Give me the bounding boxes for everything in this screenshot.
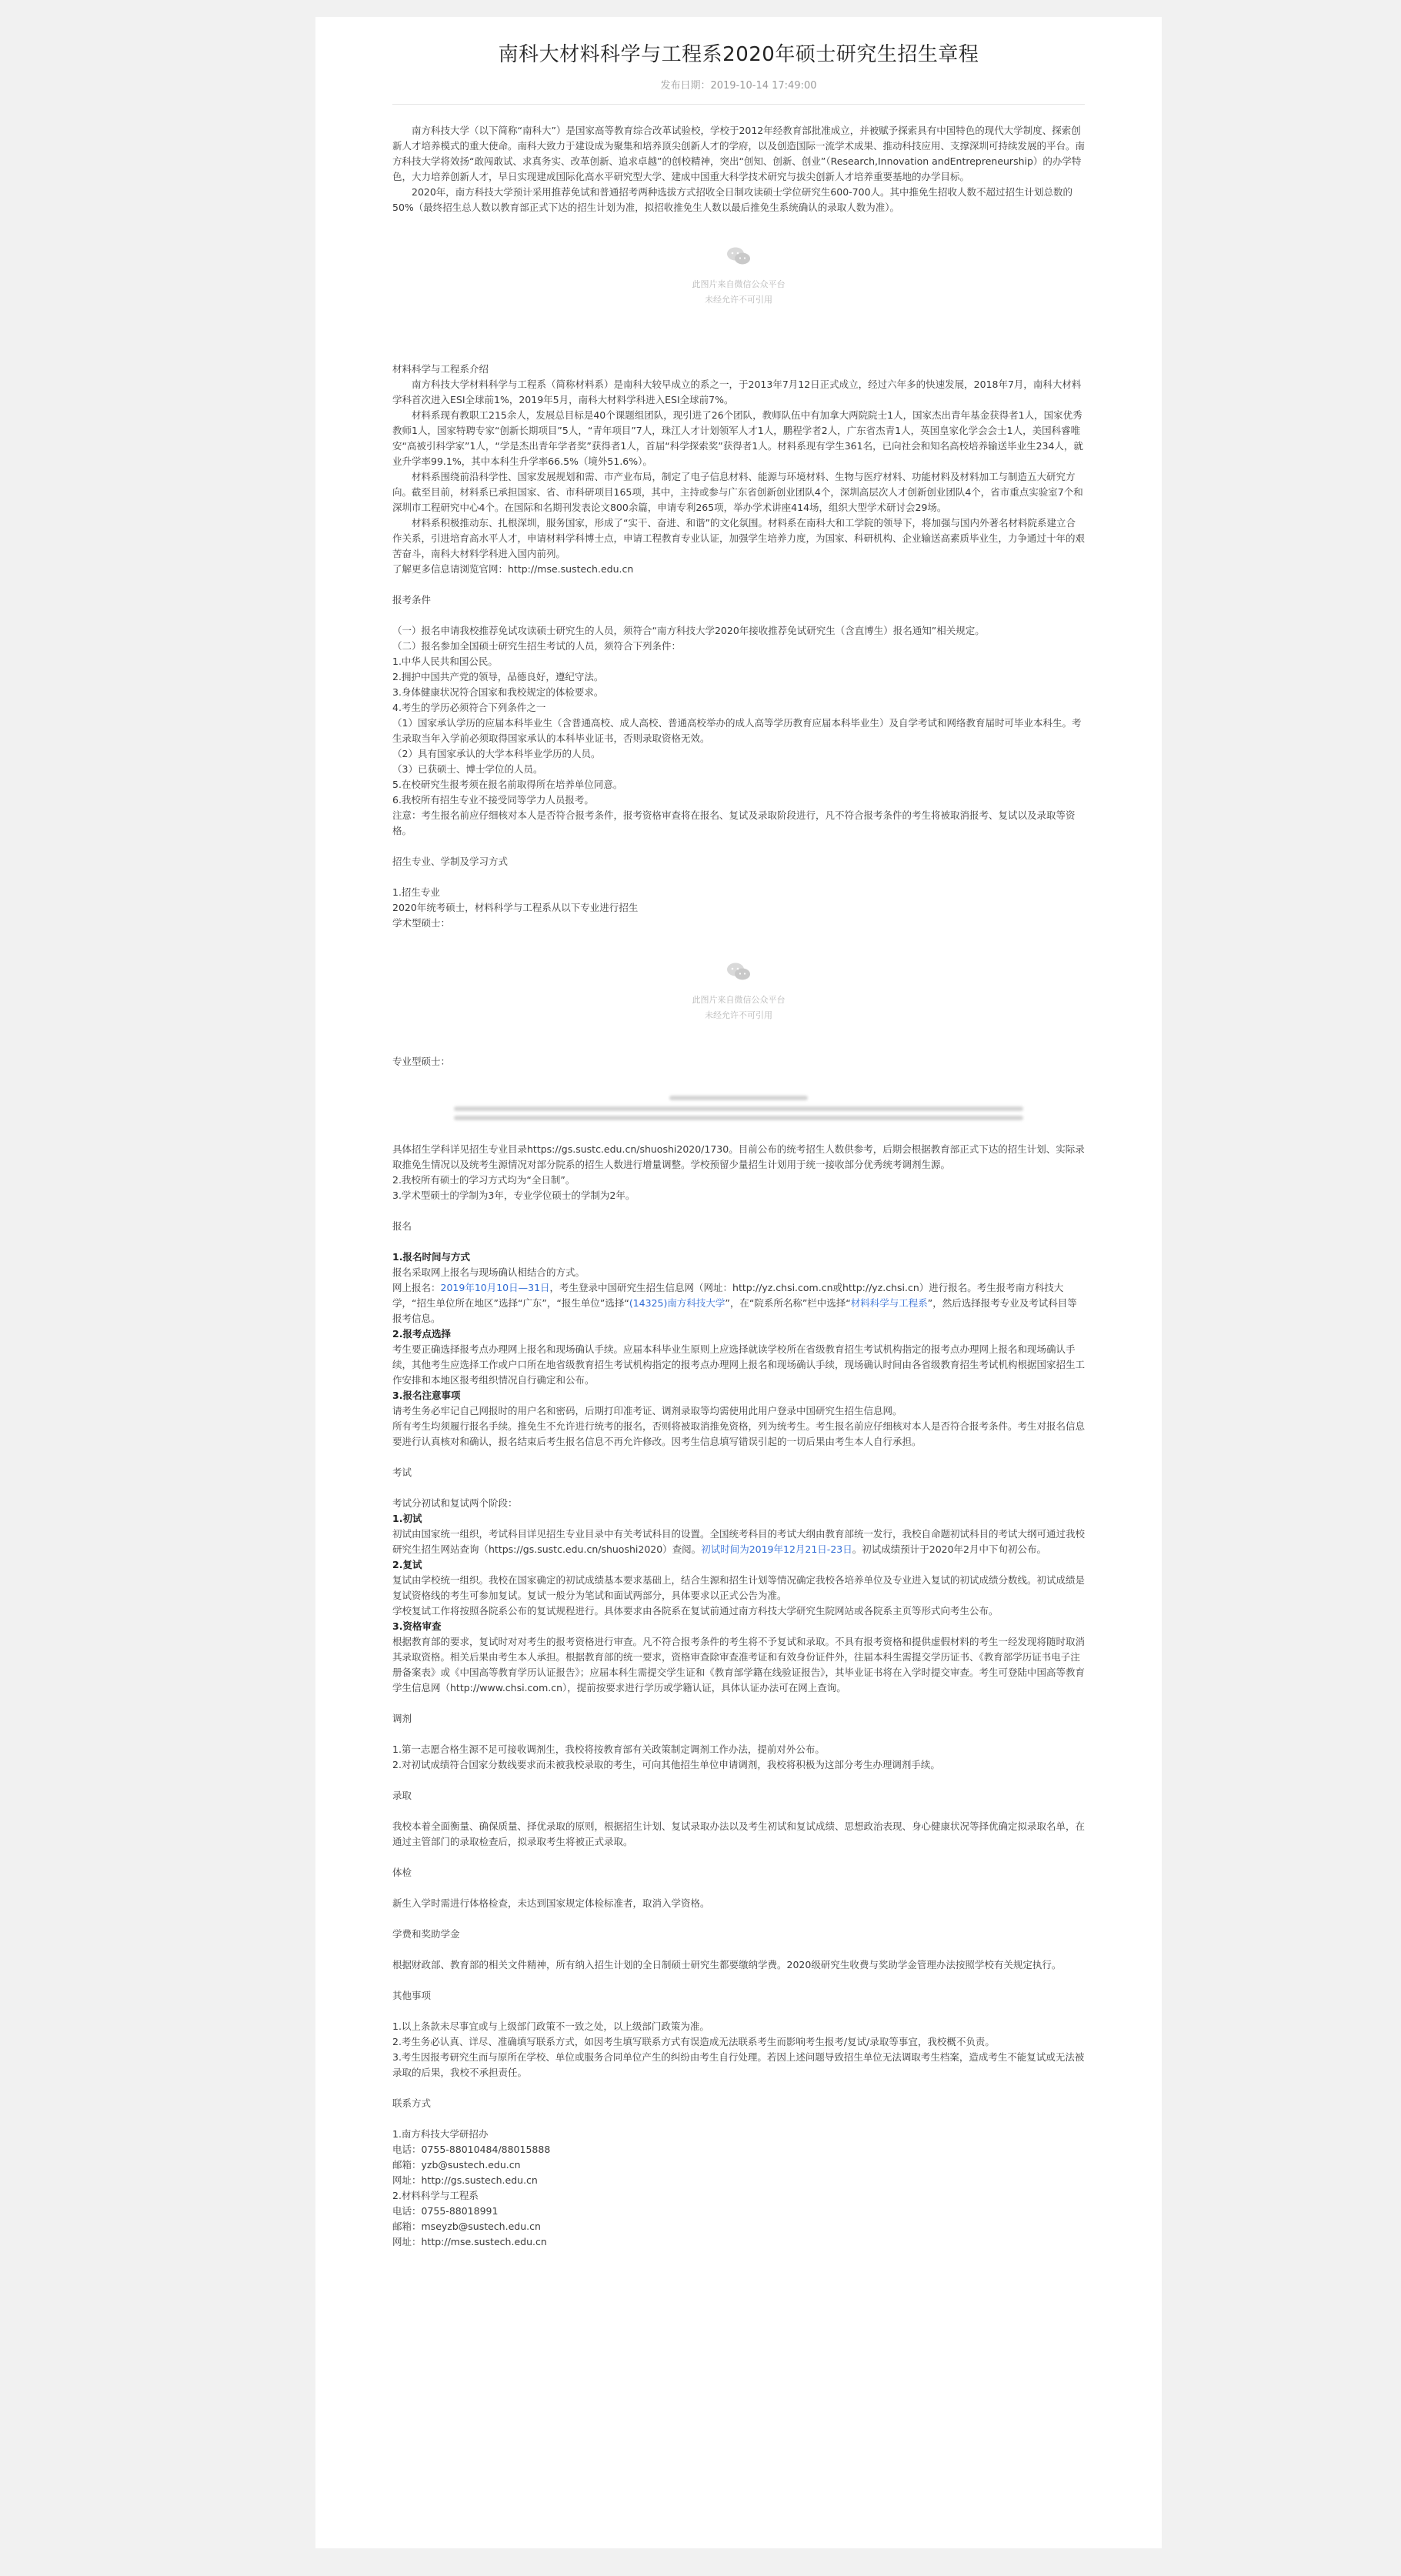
exam-line: 考试分初试和复试两个阶段： xyxy=(392,1497,518,1509)
condition-line: 注意：考生报名前应仔细核对本人是否符合报考条件，报考资格审查将在报名、复试及录取阶段进行，凡不符合报考条件的考生将被取消报考、复试以及录取等资格。 xyxy=(392,809,1076,836)
article-content xyxy=(392,123,1085,2250)
intro-paragraph: 2020年，南方科技大学预计采用推荐免试和普通招考两种选拔方式招收全日制攻读硕士学位研究生600-700人。其中推免生招收人数不超过招生计划总数的50%（最终招生总人数以教育部正式下达的招生计划为准，拟招收推免生人数以最后推免生系统确认的录取人数为准）。 xyxy=(392,186,1073,213)
blurred-image xyxy=(392,1085,1085,1126)
major-line: 1.招生专业 xyxy=(392,886,440,898)
section-heading: 材料科学与工程系介绍 xyxy=(392,363,489,375)
image-placeholder xyxy=(392,931,1085,1054)
unit-link[interactable]: (14325)南方科技大学 xyxy=(629,1297,726,1309)
section-heading: 考试 xyxy=(392,1467,412,1478)
placeholder-caption: 此图片来自微信公众平台 xyxy=(692,995,786,1005)
dept-link[interactable]: 材料科学与工程系 xyxy=(850,1297,928,1309)
exam-paragraph: 学校复试工作将按照各院系公布的复试规程进行。具体要求由各院系在复试前通过南方科技大学研究生院网站或各院系主页等形式向考生公布。 xyxy=(392,1605,999,1617)
condition-line: 3.身体健康状况符合国家和我校规定的体检要求。 xyxy=(392,686,604,698)
condition-line: 5.在校研究生报考须在报名前取得所在培养单位同意。 xyxy=(392,779,623,790)
contact-line: 2.材料科学与工程系 xyxy=(392,2190,479,2201)
major-line: 专业型硕士： xyxy=(392,1056,451,1067)
contact-website: 网址：http://mse.sustech.edu.cn xyxy=(392,2236,547,2247)
sub-heading: 3.资格审查 xyxy=(392,1620,442,1632)
contact-line: 1.南方科技大学研招办 xyxy=(392,2128,489,2140)
placeholder-caption: 此图片来自微信公众平台 xyxy=(692,279,786,289)
wechat-icon xyxy=(726,246,751,266)
condition-line: 4.考生的学历必须符合下列条件之一 xyxy=(392,702,546,713)
publish-date: 发布日期：2019-10-14 17:49:00 xyxy=(660,80,817,92)
condition-line: 1.中华人民共和国公民。 xyxy=(392,656,498,667)
major-paragraph: 2.我校所有硕士的学习方式均为“全日制”。 xyxy=(392,1174,575,1186)
sub-heading: 1.初试 xyxy=(392,1513,422,1524)
sub-heading: 2.复试 xyxy=(392,1559,422,1570)
adjust-line: 2.对初试成绩符合国家分数线要求而未被我校录取的考生，可向其他招生单位申请调剂，我校将积极为这部分考生办理调剂手续。 xyxy=(392,1759,940,1770)
wechat-icon xyxy=(726,962,751,982)
condition-line: （1）国家承认学历的应届本科毕业生（含普通高校、成人高校、普通高校举办的成人高等学历教育应届本科毕业生）及自学考试和网络教育届时可毕业本科生。考生录取当年入学前必须取得国家承认的本科毕业证书，否则录取资格无效。 xyxy=(392,717,1082,744)
dept-paragraph: 南方科技大学材料科学与工程系（简称材料系）是南科大较早成立的系之一，于2013年7月12日正式成立，经过六年多的快速发展，2018年7月，南科大材料学科首次进入ESI全球前1%，2019年5月，南科大材料学科进入ESI全球前7%。 xyxy=(392,379,1082,405)
sub-heading: 1.报名时间与方式 xyxy=(392,1251,470,1263)
fees-paragraph: 根据财政部、教育部的相关文件精神，所有纳入招生计划的全日制硕士研究生都要缴纳学费。2020级研究生收费与奖助学金管理办法按照学校有关规定执行。 xyxy=(392,1959,1062,1970)
intro-paragraph: 南方科技大学（以下简称“南科大”）是国家高等教育综合改革试验校，学校于2012年经教育部批准成立，并被赋予探索具有中国特色的现代大学制度、探索创新人才培养模式的重大使命。南科大致力于建设成为聚集和培养顶尖创新人才的学府，以及创造国际一流学术成果、推动科技应用、支撑深圳可持续发展的平台。南方科技大学将效扬“敢闯敢试、求真务实、改革创新、追求卓越”的创校精神，突出“创知、创新、创业”（Research,Innovation andEntrepreneurship）的办学特色，大力培养创新人才，早日实现建成国际化高水平研究型大学、建成中国重大科学技术研究与拔尖创新人才培养重要基地的办学目标。 xyxy=(392,125,1086,182)
physical-paragraph: 新生入学时需进行体格检查，未达到国家规定体检标准者，取消入学资格。 xyxy=(392,1897,710,1909)
signup-line: 报名采取网上报名与现场确认相结合的方式。 xyxy=(392,1266,585,1278)
dept-website: 了解更多信息请浏览官网：http://mse.sustech.edu.cn xyxy=(392,563,634,575)
condition-line: 6.我校所有招生专业不接受同等学力人员报考。 xyxy=(392,794,594,806)
signup-dates: 2019年10月10日—31日 xyxy=(440,1282,550,1293)
dept-paragraph: 材料系围绕前沿科学性、国家发展规划和需、市产业布局，制定了电子信息材料、能源与环境材料、生物与医疗材料、功能材料及材料加工与制造五大研究方向。截至目前，材料系已承担国家、省、市科研项目165项，其中，主持或参与广东省创新创业团队4个，深圳高层次人才创新创业团队4个，省市重点实验室7个和深圳市工程研究中心4个。在国际和名期刊发表论文800余篇，申请专利265项，举办学术讲座414场，组织大型学术研讨会29场。 xyxy=(392,471,1083,513)
contact-phone: 电话：0755-88010484/88015888 xyxy=(392,2144,551,2155)
section-heading: 招生专业、学制及学习方式 xyxy=(392,856,509,867)
article-card xyxy=(315,17,1162,2548)
page-title: 南科大材料科学与工程系2020年硕士研究生招生章程 xyxy=(498,43,979,66)
exam-paragraph: 复试由学校统一组织。我校在国家确定的初试成绩基本要求基础上，结合生源和招生计划等情况确定我校各培养单位及专业进入复试的初试成绩分数线。初试成绩是复试资格线的考生可参加复试。复试一般分为笔试和面试两部分，具体要求以正式公告为准。 xyxy=(392,1574,1086,1601)
section-heading: 报名 xyxy=(392,1220,412,1232)
signup-paragraph: 所有考生均须履行报名手续。推免生不允许进行统考的报名，否则将被取消推免资格，列为统考生。考生报名前应仔细核对本人是否符合报考条件。考生对报名信息要进行认真核对和确认，报名结束后考生报名信息不再允许修改。因考生信息填写错误引起的一切后果由考生本人自行承担。 xyxy=(392,1420,1086,1447)
major-paragraph: 3.学术型硕士的学制为3年，专业学位硕士的学制为2年。 xyxy=(392,1190,635,1201)
section-heading: 报考条件 xyxy=(392,594,432,606)
contact-email: 邮箱：yzb@sustech.edu.cn xyxy=(392,2159,521,2171)
contact-email: 邮箱：mseyzb@sustech.edu.cn xyxy=(392,2221,541,2232)
sub-heading: 3.报名注意事项 xyxy=(392,1390,461,1401)
sub-heading: 2.报考点选择 xyxy=(392,1328,451,1340)
condition-line: （3）已获硕士、博士学位的人员。 xyxy=(392,763,543,775)
placeholder-caption: 未经允许不可引用 xyxy=(705,295,772,305)
section-heading: 联系方式 xyxy=(392,2097,432,2109)
condition-line: 2.拥护中国共产党的领导，品德良好，遵纪守法。 xyxy=(392,671,604,682)
signup-paragraph: 请考生务必牢记自己网报时的用户名和密码，后期打印准考证、调剂录取等均需使用此用户登录中国研究生招生信息网。 xyxy=(392,1405,902,1416)
other-line: 3.考生因报考研究生而与原所在学校、单位或服务合同单位产生的纠纷由考生自行处理。若因上述问题导致招生单位无法调取考生档案，造成考生不能复试或无法被录取的后果，我校不承担责任。 xyxy=(392,2051,1085,2078)
dept-paragraph: 材料系积极推动东、扎根深圳，服务国家，形成了“实干、奋进、和谐”的文化氛围。材料系在南科大和工学院的领导下，将加强与国内外著名材料院系建立合作关系，引进培育高水平人才，申请材料学科博士点，申请工程教育专业认证，加强学生培养力度，为国家、科研机构、企业输送高素质毕业生，力争通过十年的艰苦奋斗，南科大材料学科进入国内前列。 xyxy=(392,517,1086,559)
image-placeholder xyxy=(392,215,1085,362)
exam-paragraph: 根据教育部的要求，复试时对对考生的报考资格进行审查。凡不符合报考条件的考生将不予复试和录取。不具有报考资格和提供虚假材料的考生一经发现将随时取消其录取资格。相关后果由考生本人承担。根据教育部的统一要求，资格审查除审查准考证和有效身份证件外，往届本科生需提交学历证书、《教育部学历证书电子注册备案表》或《中国高等教育学历认证报告》；应届本科生需提交学生证和《教育部学籍在线验证报告》，其毕业证书将在入学时提交审查。考生可登陆中国高等教育学生信息网（http://www.chsi.com.cn），提前按要求进行学历或学籍认证，具体认证办法可在网上查询。 xyxy=(392,1636,1086,1693)
signup-paragraph: 考生要正确选择报考点办理网上报名和现场确认手续。应届本科毕业生原则上应选择就读学校所在省级教育招生考试机构指定的报考点办理网上报名和现场确认手续，其他考生应选择工作或户口所在地省级教育招生考试机构指定的报考点办理网上报名和现场确认手续，现场确认时间由各省级教育招生考试机构根据国家招生工作安排和本地区报考组织情况自行确定和公布。 xyxy=(392,1343,1086,1386)
section-heading: 其他事项 xyxy=(392,1990,432,2001)
admission-paragraph: 我校本着全面衡量、确保质量、择优录取的原则，根据招生计划、复试录取办法以及考生初试和复试成绩、思想政治表现、身心健康状况等择优确定拟录取名单，在通过主管部门的录取检查后，拟录取考生将被正式录取。 xyxy=(392,1820,1086,1847)
contact-website: 网址：http://gs.sustech.edu.cn xyxy=(392,2174,538,2186)
adjust-line: 1.第一志愿合格生源不足可接收调剂生，我校将按教育部有关政策制定调剂工作办法，提前对外公布。 xyxy=(392,1743,825,1755)
title-divider xyxy=(392,104,1085,105)
major-line: 2020年统考硕士，材料科学与工程系从以下专业进行招生 xyxy=(392,902,639,913)
condition-line: （二）报名参加全国硕士研究生招生考试的人员，须符合下列条件： xyxy=(392,640,682,652)
section-heading: 调剂 xyxy=(392,1713,412,1724)
other-line: 2.考生务必认真、详尽、准确填写联系方式，如因考生填写联系方式有误造成无法联系考生而影响考生报考/复试/录取等事宜，我校概不负责。 xyxy=(392,2036,995,2047)
other-line: 1.以上条款未尽事宜或与上级部门政策不一致之处，以上级部门政策为准。 xyxy=(392,2020,709,2032)
placeholder-caption: 未经允许不可引用 xyxy=(705,1010,772,1020)
major-paragraph: 具体招生学科详见招生专业目录https://gs.sustc.edu.cn/shuoshi2020/1730。目前公布的统考招生人数供参考，后期会根据教育部正式下达的招生计划、实际录取推免生情况以及统考生源情况对部分院系的招生人数进行增量调整。学校预留少量招生计划用于统一接收部分优秀统考调剂生源。 xyxy=(392,1143,1085,1170)
major-line: 学术型硕士： xyxy=(392,917,451,929)
section-heading: 录取 xyxy=(392,1790,412,1801)
condition-line: （一）报名申请我校推荐免试攻读硕士研究生的人员，须符合“南方科技大学2020年接收推荐免试研究生（含直博生）报名通知”相关规定。 xyxy=(392,625,985,636)
condition-line: （2）具有国家承认的大学本科毕业学历的人员。 xyxy=(392,748,601,759)
contact-phone: 电话：0755-88018991 xyxy=(392,2205,499,2217)
signup-online: 网上报名：2019年10月10日—31日，考生登录中国研究生招生信息网（网址：http://yz.chsi.com.cn或http://yz.chsi.cn）进行报名。考生报考南方科技大学，“招生单位所在地区”选择“广东”，“报生单位”选择“(14325)南方科技大学”，在“院系所名称”栏中选择“材料科学与工程系”，然后选择报考专业及考试科目等报考信息。 xyxy=(392,1282,1077,1324)
section-heading: 体检 xyxy=(392,1867,412,1878)
exam-paragraph: 初试由国家统一组织，考试科目详见招生专业目录中有关考试科目的设置。全国统考科目的考试大纲由教育部统一发行，我校自命题初试科目的考试大纲可通过我校研究生招生网站查询（https://gs.sustc.edu.cn/shuoshi2020）查阅。初试时间为2019年12月21日-23日。初试成绩预计于2020年2月中下旬初公布。 xyxy=(392,1528,1086,1555)
section-heading: 学费和奖助学金 xyxy=(392,1928,460,1940)
exam-date-link[interactable]: 初试时间为2019年12月21日-23日 xyxy=(701,1543,852,1555)
dept-paragraph: 材料系现有教职工215余人，发展总目标是40个课题组团队，现引进了26个团队，教师队伍中有加拿大两院院士1人，国家杰出青年基金获得者1人，国家优秀教师1人，国家特聘专家“创新长期项目”5人，“青年项目”7人，珠江人才计划领军人才1人，鹏程学者2人，广东省杰青1人，英国皇家化学会会士1人，美国科睿唯安“高被引科学家”1人，“学是杰出青年学者奖”获得者1人，首届“科学探索奖”获得者1人。材料系现有学生361名，已向社会和知名高校培养输送毕业生234人，就业升学率99.1%，其中本科生升学率66.5%（境外51.6%）。 xyxy=(392,409,1083,467)
